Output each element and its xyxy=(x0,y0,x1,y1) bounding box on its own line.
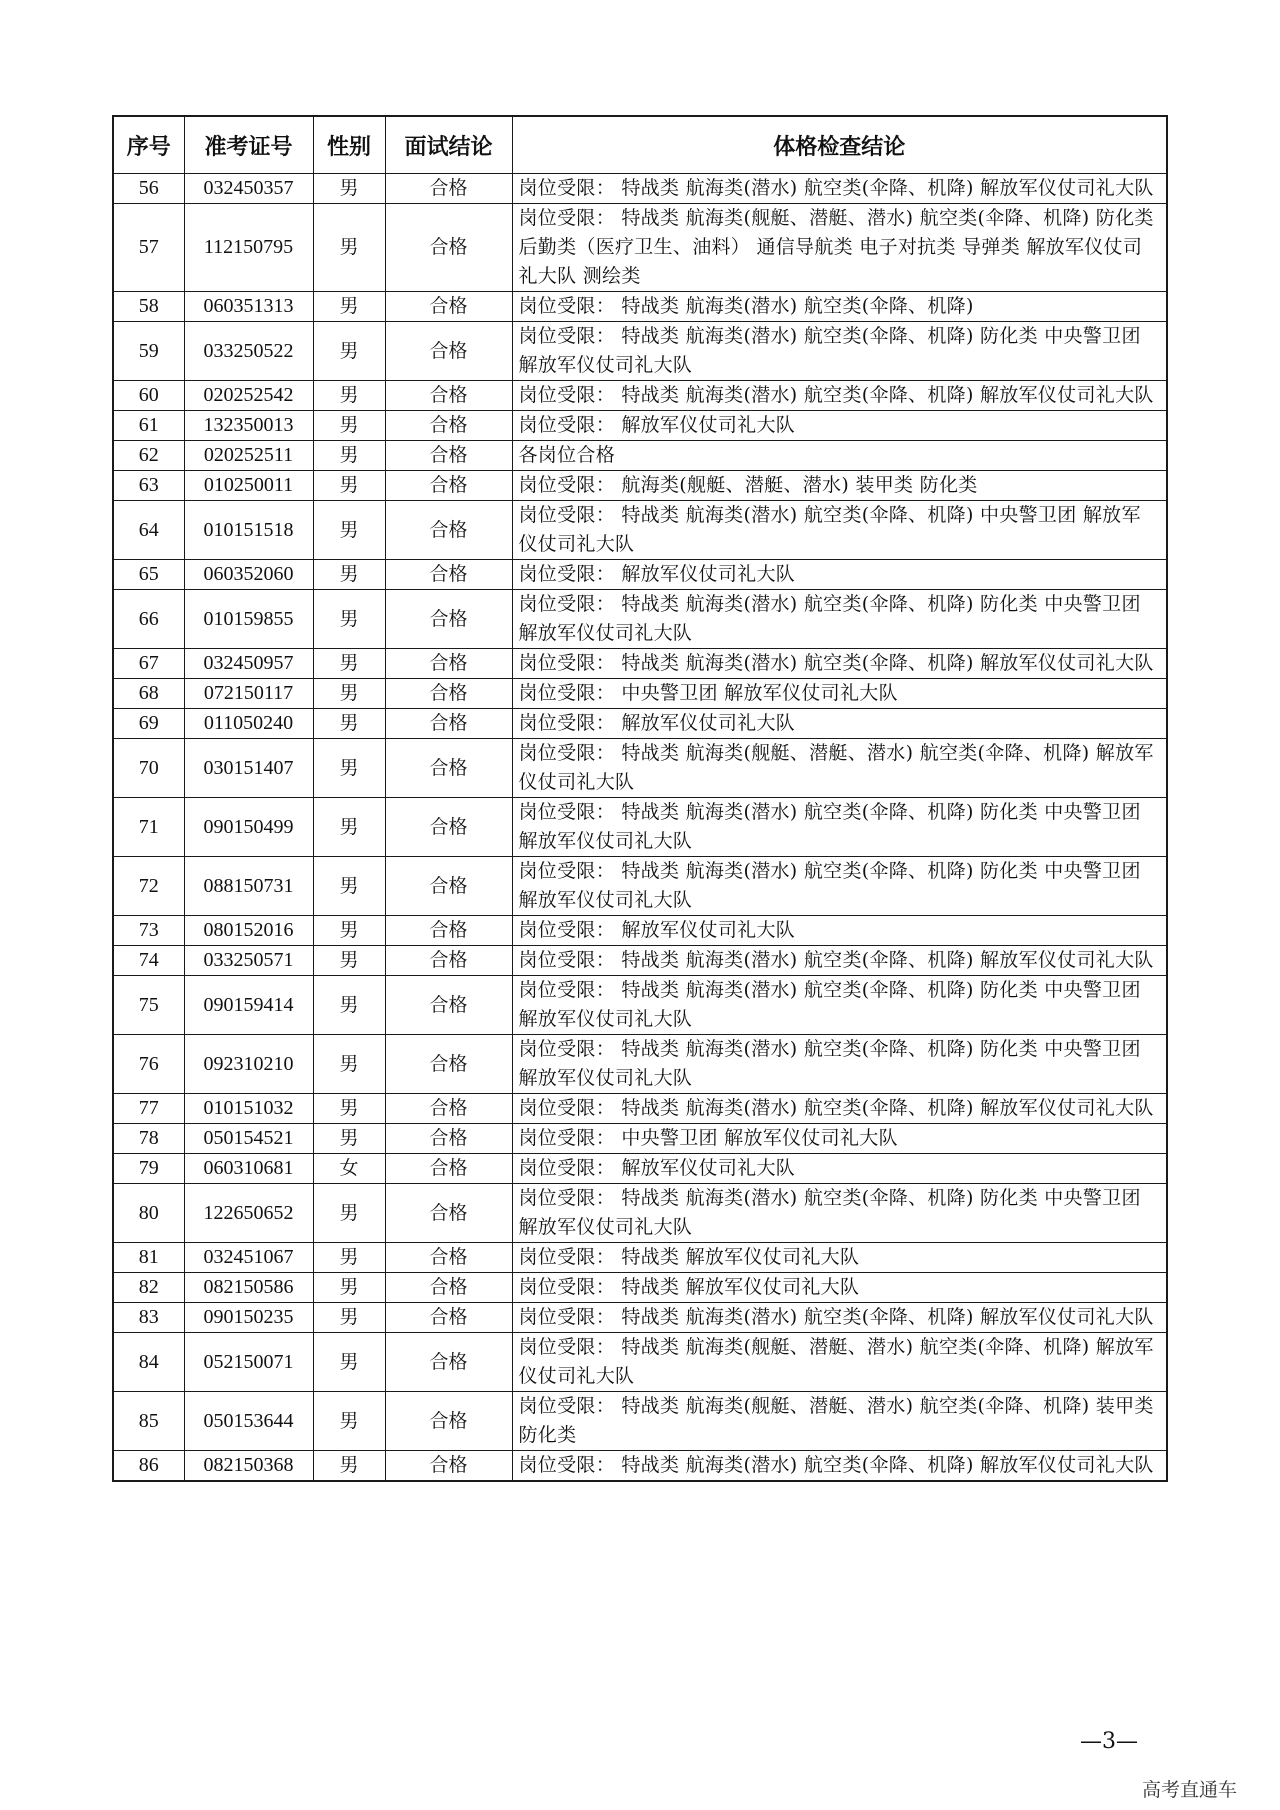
cell-exam-id: 020252511 xyxy=(184,441,313,471)
cell-exam-id: 033250571 xyxy=(184,946,313,976)
cell-physical-result: 岗位受限： 特战类 航海类(舰艇、潜艇、潜水) 航空类(伞降、机降) 解放军仪仗司礼大队 xyxy=(512,739,1167,798)
cell-physical-result: 岗位受限： 特战类 航海类(舰艇、潜艇、潜水) 航空类(伞降、机降) 解放军仪仗司礼大队 xyxy=(512,1333,1167,1392)
cell-seq: 82 xyxy=(113,1273,184,1303)
cell-interview: 合格 xyxy=(385,590,512,649)
table-row xyxy=(113,381,1167,411)
cell-exam-id: 050154521 xyxy=(184,1124,313,1154)
cell-gender: 男 xyxy=(313,381,385,411)
cell-gender: 男 xyxy=(313,204,385,292)
header-gender: 性别 xyxy=(313,116,385,174)
table-row xyxy=(113,679,1167,709)
table-row xyxy=(113,1451,1167,1482)
cell-seq: 72 xyxy=(113,857,184,916)
table-row xyxy=(113,590,1167,649)
results-table xyxy=(112,115,1168,1482)
cell-gender: 男 xyxy=(313,1184,385,1243)
cell-gender: 男 xyxy=(313,798,385,857)
table-row xyxy=(113,1154,1167,1184)
cell-interview: 合格 xyxy=(385,411,512,441)
table-row xyxy=(113,292,1167,322)
cell-physical-result: 各岗位合格 xyxy=(512,441,1167,471)
cell-seq: 80 xyxy=(113,1184,184,1243)
table-row xyxy=(113,1184,1167,1243)
cell-interview: 合格 xyxy=(385,1273,512,1303)
table-row xyxy=(113,709,1167,739)
table-row xyxy=(113,1273,1167,1303)
cell-exam-id: 082150586 xyxy=(184,1273,313,1303)
cell-physical-result: 岗位受限： 特战类 航海类(潜水) 航空类(伞降、机降) 防化类 中央警卫团 解放军仪仗司礼大队 xyxy=(512,322,1167,381)
cell-physical-result: 岗位受限： 特战类 航海类(潜水) 航空类(伞降、机降) 中央警卫团 解放军仪仗司礼大队 xyxy=(512,501,1167,560)
cell-seq: 73 xyxy=(113,916,184,946)
cell-interview: 合格 xyxy=(385,857,512,916)
cell-seq: 76 xyxy=(113,1035,184,1094)
cell-exam-id: 090150235 xyxy=(184,1303,313,1333)
cell-gender: 男 xyxy=(313,471,385,501)
cell-exam-id: 082150368 xyxy=(184,1451,313,1482)
cell-seq: 83 xyxy=(113,1303,184,1333)
table-row xyxy=(113,560,1167,590)
cell-interview: 合格 xyxy=(385,204,512,292)
cell-gender: 男 xyxy=(313,1124,385,1154)
table-row xyxy=(113,1124,1167,1154)
cell-exam-id: 020252542 xyxy=(184,381,313,411)
cell-interview: 合格 xyxy=(385,471,512,501)
cell-gender: 男 xyxy=(313,739,385,798)
watermark: 高考直通车 xyxy=(1142,1779,1238,1801)
cell-interview: 合格 xyxy=(385,798,512,857)
cell-interview: 合格 xyxy=(385,679,512,709)
table-row xyxy=(113,946,1167,976)
cell-interview: 合格 xyxy=(385,976,512,1035)
cell-physical-result: 岗位受限： 特战类 航海类(舰艇、潜艇、潜水) 航空类(伞降、机降) 防化类 后勤类（医疗卫生、油料） 通信导航类 电子对抗类 导弹类 解放军仪仗司礼大队 测绘类 xyxy=(512,204,1167,292)
table-row xyxy=(113,798,1167,857)
table-row xyxy=(113,1243,1167,1273)
cell-physical-result: 岗位受限： 特战类 航海类(潜水) 航空类(伞降、机降) 防化类 中央警卫团 解放军仪仗司礼大队 xyxy=(512,1184,1167,1243)
cell-gender: 男 xyxy=(313,1303,385,1333)
cell-physical-result: 岗位受限： 特战类 航海类(潜水) 航空类(伞降、机降) 防化类 中央警卫团 解放军仪仗司礼大队 xyxy=(512,976,1167,1035)
cell-interview: 合格 xyxy=(385,174,512,204)
cell-physical-result: 岗位受限： 特战类 航海类(潜水) 航空类(伞降、机降) 防化类 中央警卫团 解放军仪仗司礼大队 xyxy=(512,590,1167,649)
cell-seq: 74 xyxy=(113,946,184,976)
cell-seq: 66 xyxy=(113,590,184,649)
cell-gender: 男 xyxy=(313,590,385,649)
header-exam-id: 准考证号 xyxy=(184,116,313,174)
table-row xyxy=(113,411,1167,441)
cell-physical-result: 岗位受限： 特战类 航海类(潜水) 航空类(伞降、机降) xyxy=(512,292,1167,322)
table-row xyxy=(113,857,1167,916)
cell-seq: 70 xyxy=(113,739,184,798)
cell-exam-id: 122650652 xyxy=(184,1184,313,1243)
cell-seq: 68 xyxy=(113,679,184,709)
table-row xyxy=(113,1094,1167,1124)
cell-seq: 81 xyxy=(113,1243,184,1273)
cell-interview: 合格 xyxy=(385,1154,512,1184)
cell-exam-id: 090150499 xyxy=(184,798,313,857)
cell-exam-id: 011050240 xyxy=(184,709,313,739)
table-row xyxy=(113,1303,1167,1333)
cell-gender: 男 xyxy=(313,1333,385,1392)
cell-interview: 合格 xyxy=(385,1333,512,1392)
cell-physical-result: 岗位受限： 特战类 航海类(潜水) 航空类(伞降、机降) 防化类 中央警卫团 解放军仪仗司礼大队 xyxy=(512,1035,1167,1094)
cell-physical-result: 岗位受限： 中央警卫团 解放军仪仗司礼大队 xyxy=(512,1124,1167,1154)
cell-physical-result: 岗位受限： 航海类(舰艇、潜艇、潜水) 装甲类 防化类 xyxy=(512,471,1167,501)
cell-seq: 69 xyxy=(113,709,184,739)
cell-exam-id: 060351313 xyxy=(184,292,313,322)
cell-exam-id: 010151518 xyxy=(184,501,313,560)
table-row xyxy=(113,916,1167,946)
cell-interview: 合格 xyxy=(385,292,512,322)
table-row xyxy=(113,739,1167,798)
cell-physical-result: 岗位受限： 特战类 航海类(潜水) 航空类(伞降、机降) 防化类 中央警卫团 解放军仪仗司礼大队 xyxy=(512,857,1167,916)
cell-gender: 男 xyxy=(313,322,385,381)
cell-exam-id: 092310210 xyxy=(184,1035,313,1094)
cell-interview: 合格 xyxy=(385,560,512,590)
cell-seq: 85 xyxy=(113,1392,184,1451)
cell-physical-result: 岗位受限： 特战类 航海类(潜水) 航空类(伞降、机降) 解放军仪仗司礼大队 xyxy=(512,946,1167,976)
cell-gender: 男 xyxy=(313,501,385,560)
cell-physical-result: 岗位受限： 特战类 解放军仪仗司礼大队 xyxy=(512,1243,1167,1273)
cell-gender: 男 xyxy=(313,292,385,322)
cell-physical-result: 岗位受限： 特战类 航海类(舰艇、潜艇、潜水) 航空类(伞降、机降) 装甲类 防化类 xyxy=(512,1392,1167,1451)
table-row xyxy=(113,471,1167,501)
cell-seq: 64 xyxy=(113,501,184,560)
cell-exam-id: 072150117 xyxy=(184,679,313,709)
cell-physical-result: 岗位受限： 解放军仪仗司礼大队 xyxy=(512,1154,1167,1184)
cell-interview: 合格 xyxy=(385,441,512,471)
cell-interview: 合格 xyxy=(385,1184,512,1243)
cell-gender: 男 xyxy=(313,560,385,590)
cell-seq: 71 xyxy=(113,798,184,857)
table-row xyxy=(113,1035,1167,1094)
cell-interview: 合格 xyxy=(385,1392,512,1451)
cell-interview: 合格 xyxy=(385,916,512,946)
cell-gender: 男 xyxy=(313,857,385,916)
header-physical: 体格检查结论 xyxy=(512,116,1167,174)
cell-gender: 男 xyxy=(313,174,385,204)
cell-seq: 59 xyxy=(113,322,184,381)
cell-interview: 合格 xyxy=(385,709,512,739)
cell-seq: 61 xyxy=(113,411,184,441)
table-row xyxy=(113,204,1167,292)
cell-interview: 合格 xyxy=(385,381,512,411)
cell-gender: 男 xyxy=(313,1094,385,1124)
cell-interview: 合格 xyxy=(385,1124,512,1154)
cell-seq: 75 xyxy=(113,976,184,1035)
table-row xyxy=(113,1333,1167,1392)
cell-seq: 78 xyxy=(113,1124,184,1154)
table-row xyxy=(113,976,1167,1035)
cell-gender: 男 xyxy=(313,1035,385,1094)
cell-physical-result: 岗位受限： 解放军仪仗司礼大队 xyxy=(512,560,1167,590)
cell-exam-id: 060352060 xyxy=(184,560,313,590)
cell-physical-result: 岗位受限： 特战类 航海类(潜水) 航空类(伞降、机降) 解放军仪仗司礼大队 xyxy=(512,1094,1167,1124)
cell-gender: 男 xyxy=(313,1451,385,1482)
cell-gender: 男 xyxy=(313,411,385,441)
cell-seq: 77 xyxy=(113,1094,184,1124)
cell-gender: 男 xyxy=(313,679,385,709)
cell-gender: 男 xyxy=(313,1273,385,1303)
table-row xyxy=(113,501,1167,560)
cell-physical-result: 岗位受限： 特战类 解放军仪仗司礼大队 xyxy=(512,1273,1167,1303)
cell-interview: 合格 xyxy=(385,1094,512,1124)
cell-exam-id: 052150071 xyxy=(184,1333,313,1392)
cell-exam-id: 080152016 xyxy=(184,916,313,946)
page-number: —3— xyxy=(1080,1729,1138,1754)
cell-physical-result: 岗位受限： 中央警卫团 解放军仪仗司礼大队 xyxy=(512,679,1167,709)
cell-physical-result: 岗位受限： 解放军仪仗司礼大队 xyxy=(512,916,1167,946)
cell-exam-id: 030151407 xyxy=(184,739,313,798)
table-row xyxy=(113,322,1167,381)
cell-interview: 合格 xyxy=(385,1035,512,1094)
cell-seq: 58 xyxy=(113,292,184,322)
cell-physical-result: 岗位受限： 特战类 航海类(潜水) 航空类(伞降、机降) 解放军仪仗司礼大队 xyxy=(512,381,1167,411)
cell-physical-result: 岗位受限： 特战类 航海类(潜水) 航空类(伞降、机降) 防化类 中央警卫团 解放军仪仗司礼大队 xyxy=(512,798,1167,857)
cell-exam-id: 010250011 xyxy=(184,471,313,501)
cell-exam-id: 060310681 xyxy=(184,1154,313,1184)
cell-gender: 男 xyxy=(313,709,385,739)
cell-seq: 62 xyxy=(113,441,184,471)
header-seq: 序号 xyxy=(113,116,184,174)
cell-seq: 86 xyxy=(113,1451,184,1482)
cell-interview: 合格 xyxy=(385,501,512,560)
cell-physical-result: 岗位受限： 特战类 航海类(潜水) 航空类(伞降、机降) 解放军仪仗司礼大队 xyxy=(512,1303,1167,1333)
cell-seq: 67 xyxy=(113,649,184,679)
cell-seq: 60 xyxy=(113,381,184,411)
cell-interview: 合格 xyxy=(385,1243,512,1273)
cell-gender: 男 xyxy=(313,1243,385,1273)
cell-exam-id: 112150795 xyxy=(184,204,313,292)
cell-interview: 合格 xyxy=(385,946,512,976)
cell-physical-result: 岗位受限： 解放军仪仗司礼大队 xyxy=(512,411,1167,441)
table-row xyxy=(113,441,1167,471)
cell-exam-id: 050153644 xyxy=(184,1392,313,1451)
table-row xyxy=(113,1392,1167,1451)
cell-physical-result: 岗位受限： 特战类 航海类(潜水) 航空类(伞降、机降) 解放军仪仗司礼大队 xyxy=(512,1451,1167,1482)
cell-physical-result: 岗位受限： 解放军仪仗司礼大队 xyxy=(512,709,1167,739)
cell-exam-id: 088150731 xyxy=(184,857,313,916)
cell-exam-id: 010151032 xyxy=(184,1094,313,1124)
cell-interview: 合格 xyxy=(385,1303,512,1333)
cell-seq: 84 xyxy=(113,1333,184,1392)
cell-interview: 合格 xyxy=(385,649,512,679)
cell-exam-id: 090159414 xyxy=(184,976,313,1035)
cell-exam-id: 132350013 xyxy=(184,411,313,441)
cell-interview: 合格 xyxy=(385,1451,512,1482)
cell-gender: 男 xyxy=(313,946,385,976)
cell-exam-id: 033250522 xyxy=(184,322,313,381)
cell-seq: 56 xyxy=(113,174,184,204)
cell-gender: 男 xyxy=(313,1392,385,1451)
cell-seq: 65 xyxy=(113,560,184,590)
cell-interview: 合格 xyxy=(385,739,512,798)
header-interview: 面试结论 xyxy=(385,116,512,174)
table-header-row xyxy=(113,116,1167,174)
cell-exam-id: 032451067 xyxy=(184,1243,313,1273)
cell-gender: 男 xyxy=(313,916,385,946)
cell-gender: 女 xyxy=(313,1154,385,1184)
cell-exam-id: 032450357 xyxy=(184,174,313,204)
cell-interview: 合格 xyxy=(385,322,512,381)
cell-seq: 79 xyxy=(113,1154,184,1184)
cell-physical-result: 岗位受限： 特战类 航海类(潜水) 航空类(伞降、机降) 解放军仪仗司礼大队 xyxy=(512,174,1167,204)
cell-seq: 63 xyxy=(113,471,184,501)
cell-physical-result: 岗位受限： 特战类 航海类(潜水) 航空类(伞降、机降) 解放军仪仗司礼大队 xyxy=(512,649,1167,679)
cell-gender: 男 xyxy=(313,649,385,679)
table-row xyxy=(113,174,1167,204)
cell-exam-id: 032450957 xyxy=(184,649,313,679)
cell-exam-id: 010159855 xyxy=(184,590,313,649)
cell-gender: 男 xyxy=(313,441,385,471)
table-row xyxy=(113,649,1167,679)
cell-seq: 57 xyxy=(113,204,184,292)
cell-gender: 男 xyxy=(313,976,385,1035)
table-body xyxy=(113,174,1167,1482)
